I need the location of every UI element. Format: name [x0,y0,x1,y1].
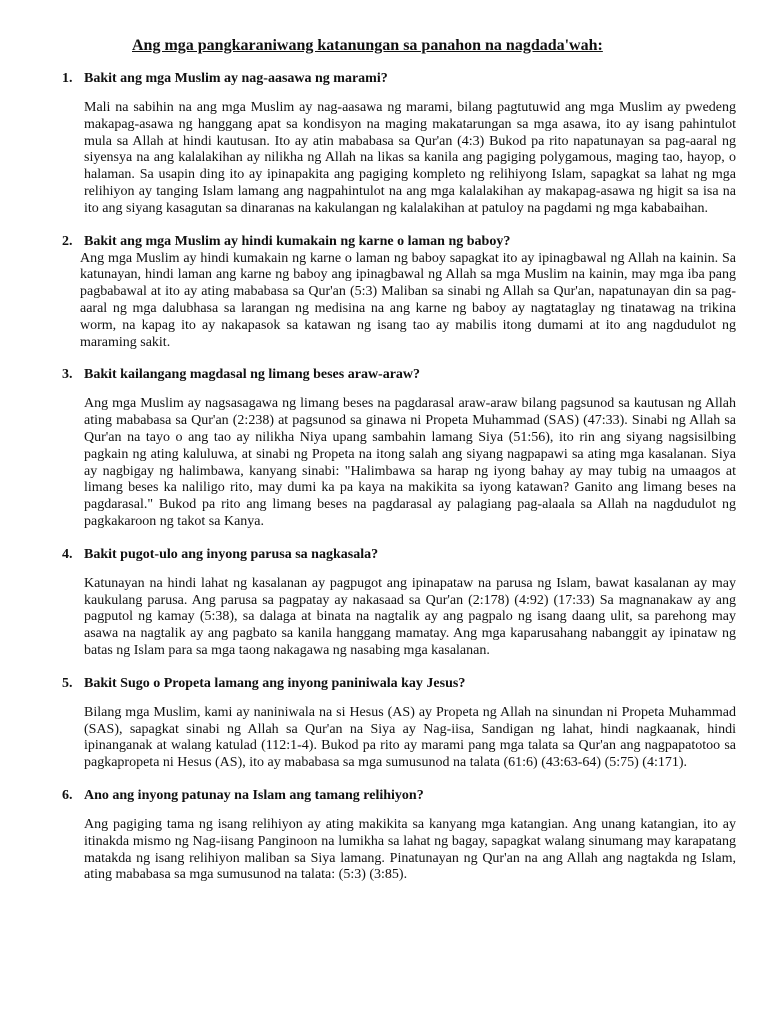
question-number: 5. [62,675,73,691]
qa-item-5 [62,675,736,772]
question-text: Bakit pugot-ulo ang inyong parusa sa nagkasala? [84,546,379,562]
question-number: 6. [62,787,73,803]
question-heading [62,546,736,564]
answer-paragraph: Ang mga Muslim ay nagsasagawa ng limang beses na pagdarasal araw-araw bilang pagsunod sa kautusan ng Allah ating mababasa sa Qur'an (2:238) at pagsunod sa ginawa ni Propeta Muhammad (SAS) (47:33). Sinabi ng Allah sa Qur'an na tayo o ang tao ay nilikha Niya upang sambahin lamang Siya (51:56), ito rin ang siyang nagsisilbing pagkain ng ating kaluluwa, at sinabi ng Propeta na itong salah ang siyang nagpapawi sa ating mga kasalanan. Siya ay nagbigay ng halimbawa, kanyang sinabi: "Halimbawa sa harap ng iyong bahay ay may tubig na umaagos at limang beses ka naliligo rito, may dumi ka pa kaya na makikita sa iyong katawan? Ganito ang limang beses na pagdarasal." Bukod pa rito ang limang beses na pagdarasal ay palagiang pag-alaala sa Allah na nagdudulot ng pagkakaroon ng takot sa Kanya. [84,396,736,529]
question-text: Bakit ang mga Muslim ay hindi kumakain ng karne o laman ng baboy? [84,233,511,249]
qa-item-1 [62,70,736,218]
answer-paragraph: Mali na sabihin na ang mga Muslim ay nag-aasawa ng marami, bilang pagtutuwid ang mga Muslim ay pwedeng makapag-asawa ng hanggang apat sa kondisyon na maging makatarungan sa mga asawa, ito ay isang pahintulot mula sa Allah at hindi kautusan. Ito ay atin mababasa sa Qur'an (4:3) Bukod pa rito napatunayan sa pag-aaral ng siyensya na ang kalalakihan ay nilikha ng Allah na likas sa kanila ang pagiging polygamous, maging tao, hayop, o halaman. Sa usapin ding ito ay ipinapakita ang pagiging kompleto ng relihiyong Islam, sapagkat sa lahat ng mga relihiyon ay tanging Islam lamang ang nagpahintulot na ang mga kalalakihan ay makapag-asawa ng higit sa isa na ito ang siyang kasagutan sa dinaranas na kakulangan ng kalalakihan at patuloy na pagdami ng mga kababaihan. [84,100,736,216]
question-number: 4. [62,546,73,562]
question-number: 1. [62,71,73,86]
answer-paragraph: Ang mga Muslim ay hindi kumakain ng karne o laman ng baboy sapagkat ito ay ipinagbawal ng Allah na kainin. Sa katunayan, hindi laman ang karne ng baboy ang ipinagbawal ng Allah sa mga Muslim na kainin, may mga iba pang pagbabawal at ito ay ating mababasa sa Qur'an (5:3) Maliban sa sinabi ng Allah sa Qur'an, napatunayan din sa pag-aaral ng mga dalubhasa sa larangan ng medisina na ang karne ng baboy ay nagtataglay ng tinatawag na trikina worm, na kapag ito ay nakapasok sa katawan ng isang tao ay mabilis itong dumami at ito ang nagdudulot ng maraming sakit. [80,250,736,350]
qa-item-3 [62,366,736,530]
answer-paragraph: Bilang mga Muslim, kami ay naniniwala na si Hesus (AS) ay Propeta ng Allah na sinundan ni Propeta Muhammad (SAS), sapagkat sinabi ng Allah sa Qur'an na Siya ay Nag-iisa, Sandigan ng lahat, hindi nagkaanak, hindi ipinanganak at walang katulad (112:1-4). Bukod pa rito ay marami pang mga talata sa Qur'an ang nagpapatotoo sa pagkapropeta ni Hesus (AS), ito ay mababasa sa mga sumusunod na talata (61:6) (43:63-64) (5:75) (4:171). [84,704,736,771]
qa-item-4 [62,546,736,660]
answer-paragraph: Katunayan na hindi lahat ng kasalanan ay pagpugot ang ipinapataw na parusa ng Islam, bawat kasalanan ay may kaukulang parusa. Ang parusa sa pagpatay ay nakasaad sa Qur'an (2:178) (4:92) (17:33) Sa magnanakaw ay ang pagputol ng kamay (5:38), sa dalaga at binata na nagtalik ay ang pagpalo ng isang daang ulit, sa parehong may asawa na nagtalik ay ang pagbato sa kanila hanggang mamatay. Ang mga kaparusahang nabanggit ay ipinataw ng batas ng Islam para sa mga taong nakagawa ng nasabing mga kasalanan. [84,575,736,658]
question-number: 3. [62,367,73,383]
question-text: Bakit ang mga Muslim ay nag-aasawa ng marami? [84,71,388,86]
document-title: Ang mga pangkaraniwang katanungan sa panahon na nagdada'wah: [132,37,603,54]
question-number: 2. [62,233,73,249]
question-heading [62,70,736,88]
question-heading [62,366,736,384]
qa-item-2 [62,233,736,352]
qa-item-6 [62,787,736,884]
question-text: Ano ang inyong patunay na Islam ang tamang relihiyon? [84,787,424,803]
question-heading [62,675,736,693]
question-heading [62,233,736,251]
question-heading [62,787,736,805]
question-text: Bakit kailangang magdasal ng limang beses araw-araw? [84,367,421,383]
question-text: Bakit Sugo o Propeta lamang ang inyong paniniwala kay Jesus? [84,675,466,691]
answer-paragraph: Ang pagiging tama ng isang relihiyon ay ating makikita sa kanyang mga katangian. Ang unang katangian, ito ay itinakda mismo ng Nag-iisang Panginoon na lumikha sa lahat ng bagay, sapagkat walang sinumang may karapatang matakda ng isang relihiyon maliban sa Siya lamang. Pinatunayan ng Qur'an na ang Allah ang nagtakda ng Islam, ating mababasa sa mga sumusunod na talata: (5:3) (3:85). [84,816,736,883]
